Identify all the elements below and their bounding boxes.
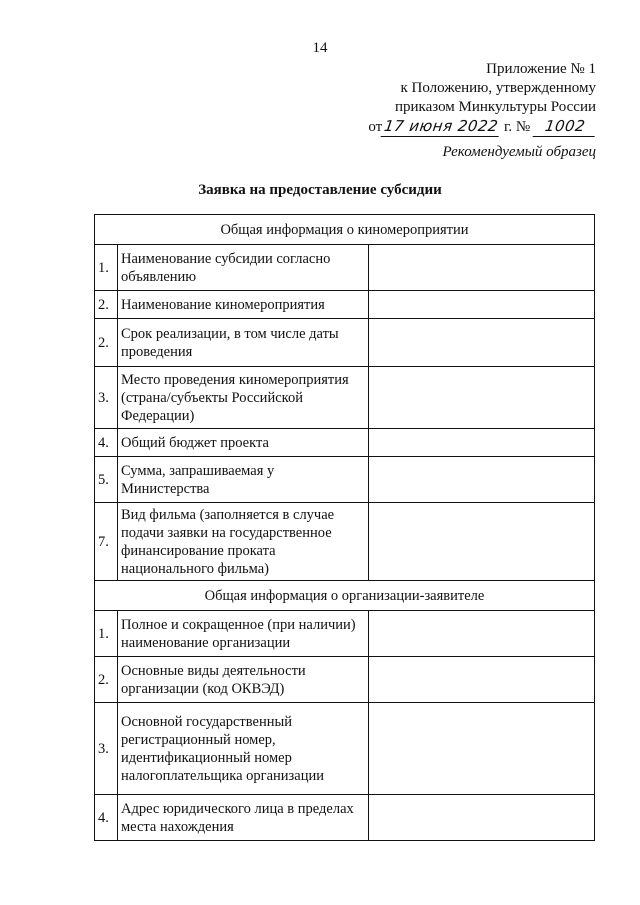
row-number: 1. [95,611,118,657]
attachment-line-2: к Положению, утвержденному [400,80,596,96]
row-value-field[interactable] [369,457,595,503]
row-value-field[interactable] [369,429,595,457]
row-label: Основной государственный регистрационный номер, идентификационный номер налогоплательщика организации [118,703,369,795]
table-row [95,503,595,581]
row-number: 1. [95,245,118,291]
row-value-field[interactable] [369,611,595,657]
section-header-row [95,581,595,611]
recommended-sample-label: Рекомендуемый образец [442,144,596,160]
row-number: 2. [95,291,118,319]
row-number: 4. [95,429,118,457]
section-heading-event: Общая информация о киномероприятии [95,215,595,245]
table-row [95,245,595,291]
row-value-field[interactable] [369,503,595,581]
row-label: Основные виды деятельности организации (код ОКВЭД) [118,657,369,703]
year-number-label: г. № [503,119,531,135]
handwritten-date: 17 июня 2022 [381,117,502,137]
row-label: Вид фильма (заполняется в случае подачи заявки на государственное финансирование проката национального фильма) [118,503,369,581]
row-value-field[interactable] [369,657,595,703]
row-number: 2. [95,319,118,367]
row-label: Срок реализации, в том числе даты проведения [118,319,369,367]
row-label: Адрес юридического лица в пределах места нахождения [118,795,369,841]
attachment-line-3: приказом Минкультуры России [394,99,596,115]
section-heading-organization: Общая информация о организации-заявителе [95,581,595,611]
application-form-table [94,214,595,841]
row-number: 2. [95,657,118,703]
row-label: Сумма, запрашиваемая у Министерства [118,457,369,503]
handwritten-order-number: 1002 [533,117,598,137]
document-title: Заявка на предоставление субсидии [198,182,442,198]
row-value-field[interactable] [369,291,595,319]
row-number: 3. [95,367,118,429]
row-number: 3. [95,703,118,795]
from-prefix: от [368,119,383,135]
row-label: Наименование субсидии согласно объявлению [118,245,369,291]
row-label: Место проведения киномероприятия (страна/субъекты Российской Федерации) [118,367,369,429]
row-label: Общий бюджет проекта [118,429,369,457]
attachment-header [368,60,596,137]
page-number: 14 [312,40,328,56]
row-value-field[interactable] [369,703,595,795]
table-row [95,795,595,841]
row-label: Наименование киномероприятия [118,291,369,319]
attachment-order-line [368,117,596,137]
table-row [95,611,595,657]
table-row [95,429,595,457]
attachment-line-1: Приложение № 1 [486,61,596,77]
row-value-field[interactable] [369,795,595,841]
row-number: 5. [95,457,118,503]
row-value-field[interactable] [369,319,595,367]
row-value-field[interactable] [369,367,595,429]
row-number: 4. [95,795,118,841]
table-row [95,457,595,503]
section-header-row [95,215,595,245]
table-row [95,291,595,319]
row-number: 7. [95,503,118,581]
table-row [95,367,595,429]
table-row [95,319,595,367]
row-value-field[interactable] [369,245,595,291]
table-row [95,657,595,703]
row-label: Полное и сокращенное (при наличии) наименование организации [118,611,369,657]
table-row [95,703,595,795]
